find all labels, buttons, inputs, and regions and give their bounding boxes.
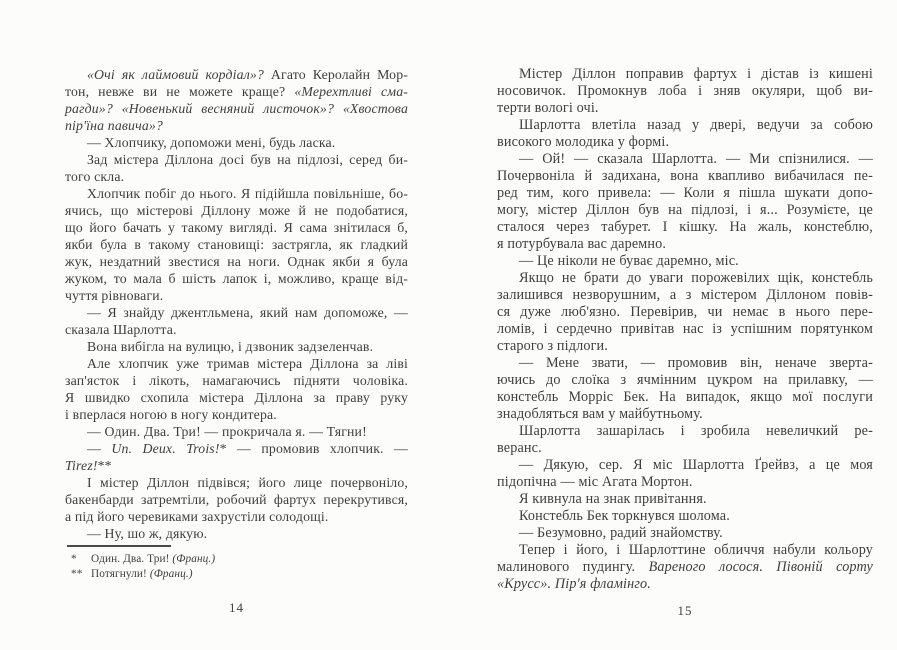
text-line [65,389,408,406]
text-line [65,440,408,457]
text-line [497,321,873,338]
text-run: ломів, і сердечно привітав нас із успішним порятунком [497,321,873,337]
text-line [497,389,873,406]
text-line [65,355,408,372]
text-run: а під його черевиками захрустіли солодощі. [65,509,329,524]
text-run: того скла. [65,169,125,184]
text-line [497,236,873,253]
text-run: сталося через табурет. І кішку. На жаль, констеблю, [497,219,873,235]
text-run: носовичок. Промокнув лоба і зняв окуляри, щоб ви- [497,83,873,99]
text-run: — Ну, шо ж, дякую. [87,526,208,541]
text-run: — Мене звати, — промовив він, неначе зверта- [519,355,873,371]
text-line [497,304,873,321]
book-page-left [65,66,409,615]
text-line [497,134,873,151]
text-line [497,83,873,100]
text-run: Я кивнула на знак привітання. [519,491,707,507]
text-line [497,406,873,423]
text-line [497,559,873,576]
text-line [65,66,408,83]
text-run: ся дуже люб'язно. Перевірив, чи немає в нього пере- [497,304,873,320]
text-line [497,457,873,474]
text-line [65,219,408,236]
text-line [497,576,873,593]
text-run: терти вологі очі. [497,100,599,116]
text-run: ред тим, кого привела: — Коли я пішла шукати допо- [497,185,873,201]
page-number: 14 [229,600,244,615]
text-line [497,253,873,270]
text-run: знадобляться вам у майбутньому. [497,406,703,422]
text-run: «Мерехтливі сма- [294,84,408,99]
text-run: пір'їна павича»? [65,118,163,133]
page-text [65,66,408,542]
text-line [497,117,873,134]
footnote [65,552,408,567]
text-line [65,423,408,440]
text-run: Шарлотта влетіла назад у двері, ведучи за собою [519,117,873,133]
text-run: — Я знайду джентльмена, який нам допоможе, — [87,305,408,320]
text-run: констебль Морріс Бек. На випадок, якщо мої послуги [497,389,873,405]
text-line [497,440,873,457]
text-run: жук, нездатний звестися на ноги. Однак якби я була [65,254,408,269]
text-line [497,508,873,525]
text-line [65,287,408,304]
text-line [65,321,408,338]
text-run: Агато Керолайн Мор- [270,67,409,82]
text-run: І містер Діллон підвівся; його лице почервоніло, [87,475,408,490]
text-line [65,338,408,355]
text-run: підопічна — міс Агата Мортон. [497,474,693,490]
text-line [497,525,873,542]
text-run: «Крусс». Пір'я фламінго. [497,576,651,592]
text-line [65,372,408,389]
footnote-text [91,567,408,582]
text-line [497,474,873,491]
footnote-divider [67,545,171,547]
text-run: * — промовив хлопчик. — [219,441,408,456]
text-run: — [87,441,112,456]
text-line [497,542,873,559]
text-run: ячись, що містерові Діллону може й не подобатися, [65,203,408,218]
footnote-text [91,552,408,567]
text-line [65,134,408,151]
text-run: — Ой! — сказала Шарлотта. — Ми спізнилися. — [519,151,873,167]
text-line [65,202,408,219]
text-run: Зад містера Діллона досі був на підлозі, серед би- [87,152,408,167]
text-line [497,202,873,219]
text-line [497,100,873,117]
text-run: Un. Deux. Trois! [111,441,220,456]
footnote-marker: * [71,553,77,565]
text-run: Один. Два. Три! [91,553,173,565]
text-run: що його бачать у такому вигляді. Я сама знітилася б, [65,220,408,235]
text-line [65,236,408,253]
text-line [65,100,408,117]
text-run: (Франц.) [172,553,216,565]
text-line [65,270,408,287]
text-run: Констебль Бек торкнувся шолома. [519,508,730,524]
text-line [497,185,873,202]
text-line [65,117,408,134]
text-line [497,355,873,372]
text-run: (Франц.) [149,568,193,580]
footnote-marker: ** [71,568,83,580]
book-page-right [497,66,873,618]
text-run: я потурбувала вас даремно. [497,236,667,252]
text-run: тон, невже ви не можете краще? [65,84,295,99]
text-line [497,287,873,304]
text-run: — Це ніколи не буває даремно, міс. [519,253,739,269]
text-line [497,338,873,355]
text-line [497,219,873,236]
text-line [65,474,408,491]
text-run: Вона вибігла на вулицю, і дзвоник задзеленчав. [87,339,374,354]
text-line [497,270,873,287]
text-run: — Хлопчику, допоможи мені, будь ласка. [87,135,336,150]
text-run: Потягнули! [91,568,150,580]
text-run: рагди»? «Новенький весняний листочок»? «Хвостова [65,101,408,116]
text-line [65,253,408,270]
text-run: Шарлотта зашарілась і зробила невеличкий ре- [519,423,873,439]
text-run: якби була в такому становищі: застрягла, як гладкий [65,237,408,252]
text-run: Почервоніла й задихана, вона квапливо вибачилася пе- [497,168,873,184]
text-run: старого з підлоги. [497,338,608,354]
text-line [65,304,408,321]
page-text [497,66,873,593]
text-run: Містер Діллон поправив фартух і дістав із кишені [519,66,873,82]
text-line [65,525,408,542]
text-run: Я швидко схопила містера Діллона за праву руку [65,390,408,405]
text-line [497,372,873,389]
text-line [65,83,408,100]
text-run: малинового пудингу. [497,559,649,575]
text-run: Tirez! [65,458,98,473]
footnote [65,567,408,582]
text-line [497,491,873,508]
text-run: — Дякую, сер. Я міс Шарлотта Ґрейвз, а це моя [519,457,873,473]
text-line [497,66,873,83]
text-run: Якщо не брати до уваги порожевілих щік, констебль [519,270,873,286]
text-line [497,151,873,168]
text-line [65,168,408,185]
text-line [65,491,408,508]
text-run: могу, містер Діллон був на підлозі, і я... Розумієте, це [497,202,873,218]
text-run: ючись до слоїка з ячмінним цукром на прилавку, — [497,372,873,388]
text-line [65,508,408,525]
text-line [65,185,408,202]
text-run: бакенбарди затремтіли, робочий фартух перекрутився, [65,492,408,507]
text-run: високого молодика у формі. [497,134,670,150]
text-line [65,457,408,474]
text-line [497,423,873,440]
text-run: жуком, то мала б шість лапок і, можливо, краще від- [65,271,408,286]
text-run: «Очі як лаймовий кордіал»? [87,67,271,82]
text-run: ** [97,458,112,473]
text-run: веранс. [497,440,542,456]
text-run: Тепер і його, і Шарлоттине обличчя набули кольору [519,542,873,558]
text-run: і вперлася ногою в ногу кондитера. [65,407,277,422]
text-run: Вареного лосося. Півоній сорту [648,559,873,575]
text-line [65,151,408,168]
text-run: Хлопчик побіг до нього. Я підійшла повільніше, бо- [87,186,408,201]
footnotes [65,545,408,582]
text-run: — Безумовно, радий знайомству. [519,525,723,541]
text-run: залишився незворушним, а з містером Діллоном повів- [497,287,873,303]
page-number: 15 [677,603,693,618]
text-run: чуття рівноваги. [65,288,164,303]
text-run: зап'ясток і лікоть, намагаючись підняти чоловіка. [65,373,408,388]
text-run: — Один. Два. Три! — прокричала я. — Тягни! [87,424,367,439]
text-line [497,168,873,185]
text-line [65,406,408,423]
text-run: сказала Шарлотта. [65,322,177,337]
text-run: Але хлопчик уже тримав містера Діллона за ліві [87,356,408,371]
